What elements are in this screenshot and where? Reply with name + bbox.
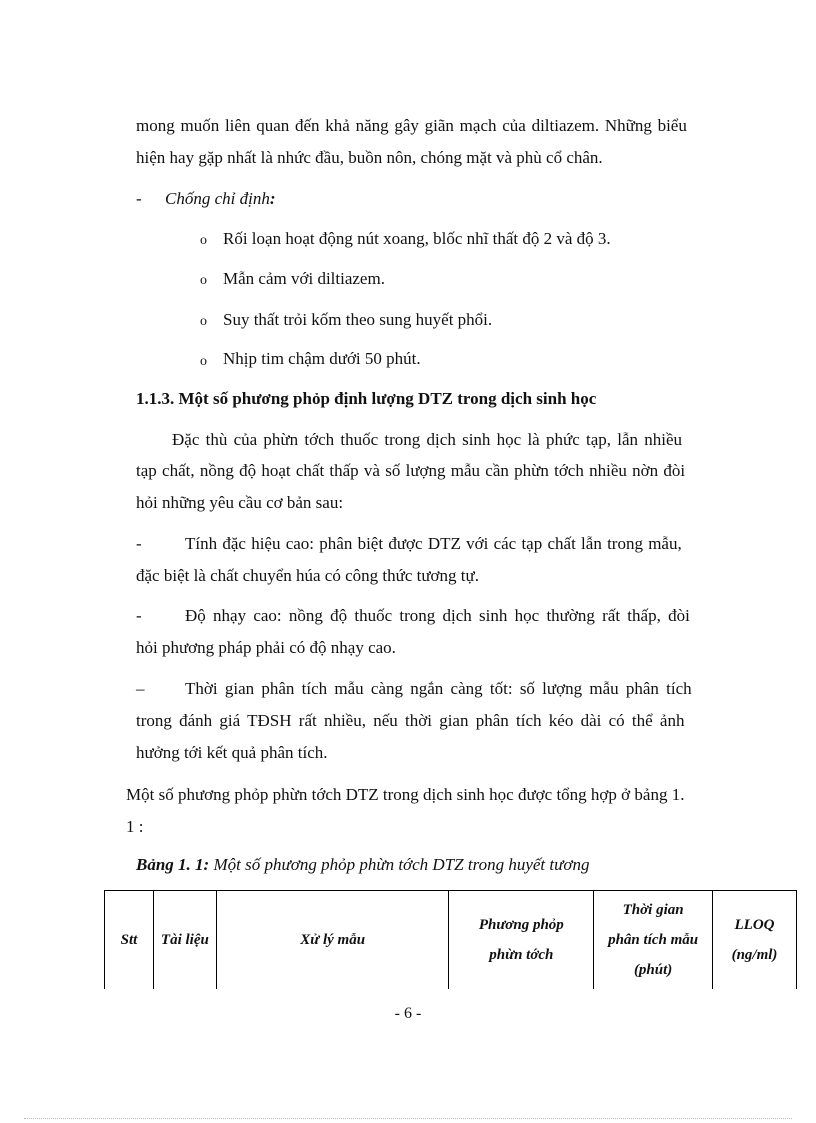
header-cell-stt bbox=[105, 891, 154, 990]
header-text: Thời gian bbox=[622, 902, 684, 918]
table-caption-label: Bảng 1. 1 bbox=[136, 855, 204, 874]
table-caption-text: Một số phương phỏp phừn tớch DTZ trong huyết tương bbox=[209, 855, 590, 874]
paragraph-line: hiện hay gặp nhất là nhức đầu, buồn nôn, chóng mặt và phù cổ chân. bbox=[136, 148, 603, 167]
header-cell-tai-lieu bbox=[153, 891, 216, 990]
header-cell-thoi-gian bbox=[594, 891, 713, 990]
requirement-line: Độ nhạy cao: nồng độ thuốc trong dịch sinh học thường rất thấp, đòi bbox=[185, 606, 690, 625]
paragraph-line: tạp chất, nồng độ hoạt chất thấp và số lượng mẫu cần phừn tớch nhiều nờn đòi bbox=[136, 461, 686, 480]
data-table bbox=[104, 890, 797, 989]
dash-marker: - bbox=[136, 534, 142, 553]
requirement-line: đặc biệt là chất chuyển húa có công thức tương tự. bbox=[136, 566, 479, 585]
page-divider bbox=[24, 1118, 792, 1119]
list-item: Mẫn cảm với diltiazem. bbox=[223, 269, 385, 288]
header-text: Stt bbox=[120, 932, 138, 948]
bullet-icon: o bbox=[200, 354, 207, 369]
header-cell-xu-ly-mau bbox=[216, 891, 449, 990]
contraindication-label: Chống chỉ định bbox=[165, 189, 270, 208]
paragraph-line: hỏi những yêu cầu cơ bản sau: bbox=[136, 493, 344, 512]
header-cell-phuong-phap bbox=[449, 891, 594, 990]
bullet-icon: o bbox=[200, 233, 207, 248]
text-span: mong muốn liên quan đến khả năng gây giãn mạch của diltiazem. Những biểu bbox=[136, 116, 687, 135]
page-number: - 6 - bbox=[394, 1005, 422, 1022]
bullet-icon: o bbox=[200, 314, 207, 329]
dash-marker: - bbox=[136, 189, 142, 208]
heading-colon: : bbox=[269, 189, 276, 208]
table-caption-colon: : bbox=[203, 855, 210, 874]
paragraph-line bbox=[172, 430, 737, 450]
requirement-line: Thời gian phân tích mẫu càng ngắn càng tốt: số lượng mẫu phân tích bbox=[185, 679, 692, 698]
header-text: LLOQ bbox=[734, 917, 775, 933]
dash-marker: - bbox=[136, 606, 142, 625]
paragraph-line: Một số phương phỏp phừn tớch DTZ trong dịch sinh học được tổng hợp ở bảng 1. bbox=[126, 785, 685, 804]
bullet-icon: o bbox=[200, 273, 207, 288]
dash-marker: – bbox=[136, 679, 145, 698]
text-span: Đặc thù của phừn tớch thuốc trong dịch sinh học là phức tạp, lẫn nhiều bbox=[172, 430, 683, 449]
header-text: phừn tớch bbox=[489, 947, 554, 963]
requirement-line: trong đánh giá TĐSH rất nhiều, nếu thời gian phân tích kéo dài có thể ảnh bbox=[136, 711, 685, 730]
header-text: phân tích mẫu bbox=[608, 932, 699, 948]
header-text: Phương phỏp bbox=[478, 917, 564, 933]
section-heading: 1.1.3. Một số phương phỏp định lượng DTZ trong dịch sinh học bbox=[136, 389, 597, 408]
table-caption bbox=[136, 855, 589, 875]
paragraph-line bbox=[136, 116, 737, 136]
header-text: Xử lý mẫu bbox=[300, 932, 366, 948]
contraindication-heading bbox=[165, 189, 276, 209]
requirement-line: hỏi phương pháp phải có độ nhạy cao. bbox=[136, 638, 396, 657]
header-cell-lloq bbox=[713, 891, 797, 990]
header-text: Tài liệu bbox=[160, 932, 209, 948]
paragraph-line: 1 : bbox=[126, 817, 144, 836]
table-header-row bbox=[105, 891, 797, 990]
list-item: Nhịp tim chậm dưới 50 phút. bbox=[223, 349, 421, 368]
requirement-line: hưởng tới kết quả phân tích. bbox=[136, 743, 328, 762]
requirement-line: Tính đặc hiệu cao: phân biệt được DTZ với các tạp chất lẫn trong mẫu, bbox=[185, 534, 682, 553]
list-item: Suy thất trỏi kốm theo sung huyết phổi. bbox=[223, 310, 493, 329]
list-item: Rối loạn hoạt động nút xoang, blốc nhĩ thất độ 2 và độ 3. bbox=[223, 229, 611, 248]
header-text: (ng/ml) bbox=[731, 947, 778, 963]
header-text: (phút) bbox=[633, 962, 673, 978]
